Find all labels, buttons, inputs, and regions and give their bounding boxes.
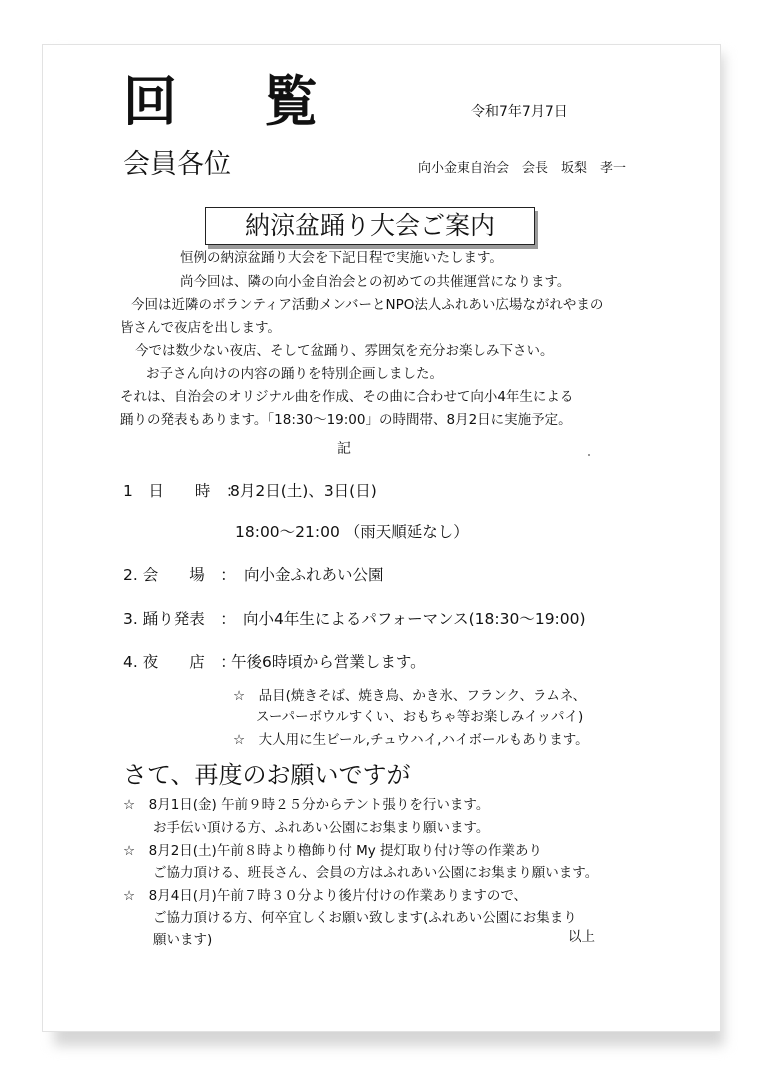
recipients: 会員各位 [123, 149, 231, 180]
stall-note: ☆ 品目(焼きそば、焼き鳥、かき氷、フランク、ラムネ、 [233, 688, 587, 704]
scan-speck [588, 454, 590, 456]
item-dance-value: 向小4年生によるパフォーマンス(18:30～19:00) [243, 610, 586, 628]
request-line: ☆ 8月2日(土)午前８時より櫓飾り付 My 提灯取り付け等の作業あり [123, 843, 543, 859]
item-time-value: 18:00～21:00 （雨天順延なし） [235, 523, 469, 541]
sender: 向小金東自治会 会長 坂梨 孝一 [418, 161, 627, 176]
request-heading: さて、再度のお願いですが [123, 761, 411, 789]
body-line: お子さん向けの内容の踊りを特別企画しました。 [146, 366, 443, 382]
body-line: 尚今回は、隣の向小金自治会との初めての共催運営になります。 [180, 274, 571, 290]
request-line: ご協力頂ける方、何卒宜しくお願い致します(ふれあい公園にお集まり [153, 910, 577, 926]
item-venue-value: 向小金ふれあい公園 [244, 566, 384, 584]
body-line: 恒例の納涼盆踊り大会を下記日程で実施いたします。 [180, 250, 503, 266]
body-line: 踊りの発表もあります。「18:30～19:00」の時間帯、8月2日に実施予定。 [120, 412, 572, 428]
document-date: 令和7年7月7日 [471, 104, 568, 120]
document-title: 回 覧 [123, 70, 352, 133]
stall-note: ☆ 大人用に生ビール,チュウハイ,ハイボールもあります。 [233, 732, 589, 748]
request-line: ☆ 8月1日(金) 午前９時２５分からテント張りを行います。 [123, 797, 490, 813]
stall-note: スーパーボウルすくい、おもちゃ等お楽しみイッパイ) [256, 709, 584, 725]
item-date-value: 8月2日(土)、3日(日) [230, 482, 377, 500]
body-line: 今回は近隣のボランティア活動メンバーとNPO法人ふれあい広場ながれやまの [131, 297, 604, 313]
closing-text: 以上 [568, 929, 595, 945]
body-line: 皆さんで夜店を出します。 [120, 320, 281, 336]
ki-heading: 記 [337, 441, 351, 457]
body-line: 今では数少ない夜店、そして盆踊り、雰囲気を充分お楽しみ下さい。 [135, 343, 554, 359]
request-line: 願います) [153, 932, 213, 948]
circular-document [42, 44, 721, 1032]
body-line: それは、自治会のオリジナル曲を作成、その曲に合わせて向小4年生による [120, 389, 574, 405]
item-stalls-value: 午後6時頃から営業します。 [231, 653, 426, 671]
item-date-label: 1 日 時 ： [123, 482, 242, 500]
item-stalls-label: 4. 夜 店 ： [123, 653, 236, 671]
item-venue-label: 2. 会 場 ： [123, 566, 236, 584]
request-line: ご協力頂ける、班長さん、会員の方はふれあい公園にお集まり願います。 [153, 865, 599, 881]
item-dance-label: 3. 踊り発表 ： [123, 610, 236, 628]
request-line: お手伝い頂ける方、ふれあい公園にお集まり願います。 [153, 820, 490, 836]
event-title-box: 納涼盆踊り大会ご案内 [205, 207, 535, 245]
request-line: ☆ 8月4日(月)午前７時３０分より後片付けの作業ありますので、 [123, 888, 528, 904]
